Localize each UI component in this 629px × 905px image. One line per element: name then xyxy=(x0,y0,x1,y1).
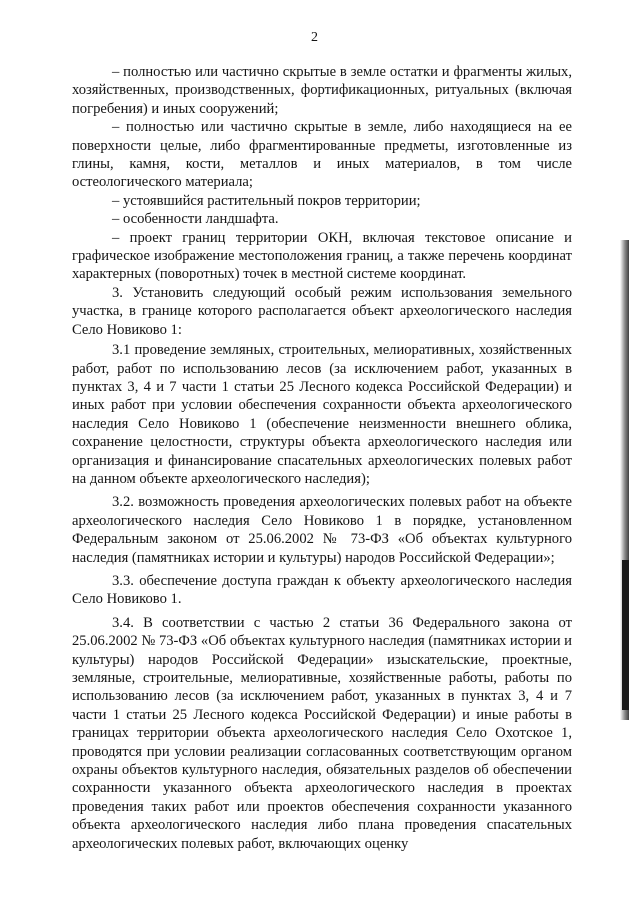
paragraph-boundary-project: – проект границ территории ОКН, включая текстовое описание и графическое изображение местоположения границ, а также перечень координат характерных (поворотных) точек в местной системе координат. xyxy=(72,229,572,283)
paragraph-landscape: – особенности ландшафта. xyxy=(112,211,279,228)
paragraph-remains-structures: – полностью или частично скрытые в земле остатки и фрагменты жилых, хозяйственных, производственных, фортификационных, ритуальных (включая погребения) и иных сооружений; xyxy=(72,64,572,117)
paragraph-item-3-4: 3.4. В соответствии с частью 2 статьи 36 Федерального закона от 25.06.2002 № 73-ФЗ «Об объектах культурного наследия (памятниках истории и культуры) народов Российской Федерации» изыскательские, проектные, земляные, строительные, мелиоративные, хозяйственные работы, работы по использованию лесов (за исключением работ, указанных в пунктах 3, 4 и 7 части 1 статьи 25 Лесного кодекса Российской Федерации) и иные работы в границах территории объекта археологического наследия Село Охотское 1, проводятся при условии реализации согласованных соответствующим органом охраны объектов культурного наследия, обязательных разделов об обеспечении сохранности указанного объекта археологического наследия в проектах проведения таких работ или проектов обеспечения сохранности указанного объекта археологического наследия либо плана проведения спасательных археологических полевых работ, включающих оценку xyxy=(72,614,572,852)
paragraph-item-3: 3. Установить следующий особый режим использования земельного участка, в границе которого располагается объект археологического наследия Село Новиково 1: xyxy=(72,284,572,338)
paragraph-item-3-1: 3.1 проведение земляных, строительных, мелиоративных, хозяйственных работ, работ по использованию лесов (за исключением работ, указанных в пунктах 3, 4 и 7 части 1 статьи 25 Лесного кодекса Российской Федерации) и иных работ при условии обеспечения сохранности объекта археологического наследия Село Новиково 1 (обеспечение неизменности внешнего облика, сохранение целостности, структуры объекта археологического наследия или организация и финансирование спасательных археологических полевых работ на данном объекте археологического наследия); xyxy=(72,342,572,487)
paragraph-remains-objects: – полностью или частично скрытые в земле, либо находящиеся на ее поверхности целые, либо фрагментированные предметы, изготовленные из глины, камня, кости, металлов и иных материалов, в том числе остеологического материала; xyxy=(72,119,572,191)
scan-edge-dark-strip xyxy=(622,560,629,710)
paragraph-vegetation: – устоявшийся растительный покров территории; xyxy=(112,192,421,209)
document-body xyxy=(72,63,572,853)
paragraph-item-3-3: 3.3. обеспечение доступа граждан к объекту археологического наследия Село Новиково 1. xyxy=(72,572,572,608)
paragraph-item-3-2: 3.2. возможность проведения археологических полевых работ на объекте археологического наследия Село Новиково 1 в порядке, установленном Федеральным законом от 25.06.2002 № 73-ФЗ «Об объектах культурного наследия (памятниках истории и культуры) народов Российской Федерации»; xyxy=(72,494,572,566)
page-number: 2 xyxy=(311,30,318,45)
